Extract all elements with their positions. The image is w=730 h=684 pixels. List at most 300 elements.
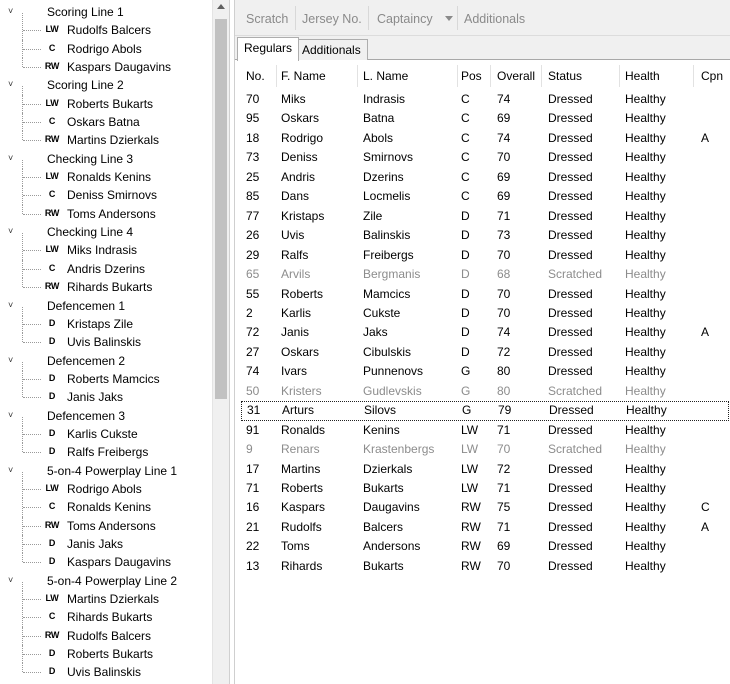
cell-status: Dressed	[548, 305, 593, 320]
cell-health: Healthy	[625, 442, 666, 457]
table-row[interactable]	[241, 304, 729, 323]
cell-fname: Miks	[281, 92, 306, 106]
tree-item[interactable]	[0, 315, 212, 333]
cell-overall: 71	[497, 481, 511, 495]
cell-status: Dressed	[548, 150, 593, 165]
cell-overall: 80	[497, 364, 511, 379]
cell-pos: LW	[461, 442, 479, 457]
cell-health: Healthy	[625, 111, 666, 126]
tree-group[interactable]	[0, 462, 212, 480]
cell-health: Healthy	[625, 422, 666, 437]
position-tag: C	[48, 42, 56, 53]
cell-no: 91	[246, 422, 260, 437]
cell-pos: C	[461, 130, 470, 145]
cell-health: Healthy	[625, 169, 666, 184]
cell-no: 16	[246, 500, 260, 515]
cell-no: 27	[246, 344, 260, 359]
position-tag: LW	[45, 171, 59, 182]
column-divider[interactable]	[276, 65, 277, 87]
cell-status: Dressed	[548, 130, 593, 145]
tree-item[interactable]	[0, 517, 212, 535]
table-row[interactable]	[241, 498, 729, 517]
player-name[interactable]: Kaspars Daugavins	[67, 555, 172, 570]
cell-lname: Batna	[363, 111, 395, 126]
tree-item[interactable]	[0, 260, 212, 278]
cell-overall: 70	[497, 558, 511, 573]
cell-fname: Arturs	[282, 403, 315, 418]
tree-connector	[23, 49, 41, 50]
player-name[interactable]: Uvis Balinskis	[67, 335, 142, 350]
tree-group[interactable]	[0, 3, 212, 21]
cell-no: 17	[246, 461, 260, 476]
position-tag: LW	[45, 482, 59, 493]
cell-no: 29	[246, 247, 260, 262]
captaincy-dropdown[interactable]: Captaincy	[377, 12, 433, 26]
cell-pos: D	[461, 344, 470, 359]
tree-group-label[interactable]: Defencemen 1	[47, 298, 126, 313]
tree-group[interactable]	[0, 223, 212, 241]
table-row[interactable]	[241, 401, 729, 420]
cell-fname: Deniss	[281, 150, 318, 165]
position-tag: RW	[44, 207, 60, 218]
cell-lname: Punnenovs	[363, 364, 424, 379]
position-tag: C	[48, 501, 56, 512]
cell-status: Dressed	[548, 364, 593, 379]
cell-lname: Smirnovs	[363, 150, 414, 165]
cell-pos: G	[462, 403, 472, 418]
tree-connector	[23, 654, 41, 655]
tree-item[interactable]	[0, 186, 212, 204]
table-row[interactable]	[241, 207, 729, 226]
cell-overall: 69	[497, 539, 511, 554]
tree-item[interactable]	[0, 278, 212, 296]
cell-status: Dressed	[548, 461, 593, 476]
tree-item[interactable]	[0, 131, 212, 149]
cell-status: Scratched	[548, 383, 603, 398]
column-divider[interactable]	[457, 65, 458, 87]
tree-connector	[23, 67, 41, 68]
player-name[interactable]: Toms Andersons	[67, 206, 156, 221]
tree-group[interactable]	[0, 297, 212, 315]
tree-item[interactable]	[0, 535, 212, 553]
tree-item[interactable]	[0, 645, 212, 663]
column-header-health[interactable]: Health	[625, 69, 660, 83]
tree-connector	[23, 104, 41, 105]
tree-item[interactable]	[0, 425, 212, 443]
cell-lname: Cukste	[363, 305, 401, 320]
cell-pos: D	[461, 305, 470, 320]
toolbar-divider	[368, 6, 369, 30]
column-divider[interactable]	[357, 65, 358, 87]
table-row[interactable]	[241, 90, 729, 109]
position-tag: RW	[44, 281, 60, 292]
table-row[interactable]	[241, 460, 729, 479]
player-name[interactable]: Miks Indrasis	[67, 243, 138, 258]
cell-health: Healthy	[625, 267, 666, 282]
table-row[interactable]	[241, 226, 729, 245]
column-header-lname[interactable]: L. Name	[363, 69, 409, 83]
tree-item[interactable]	[0, 40, 212, 58]
cell-overall: 71	[497, 208, 511, 223]
tree-group-label[interactable]: Checking Line 3	[47, 151, 134, 166]
cell-status: Dressed	[548, 519, 593, 534]
cell-pos: D	[461, 247, 470, 262]
cell-fname: Ivars	[281, 364, 308, 379]
cell-no: 26	[246, 228, 260, 243]
cell-fname: Roberts	[281, 286, 324, 301]
position-tag: C	[48, 262, 56, 273]
cell-fname: Rodrigo	[281, 130, 324, 145]
tree-item[interactable]	[0, 168, 212, 186]
player-name[interactable]: Janis Jaks	[67, 390, 124, 405]
table-row[interactable]	[241, 285, 729, 304]
tree-group-label[interactable]: 5-on-4 Powerplay Line 1	[47, 463, 178, 478]
chevron-down-icon[interactable]: ˅	[8, 354, 14, 365]
tree-group-label[interactable]: Scoring Line 2	[47, 78, 124, 93]
player-name[interactable]: Rodrigo Abols	[67, 481, 142, 496]
player-name[interactable]: Martins Dzierkals	[67, 133, 160, 148]
table-row[interactable]	[241, 148, 729, 167]
cell-lname: Gudlevskis	[363, 383, 422, 398]
tree-connector	[22, 388, 23, 397]
cell-fname: Oskars	[281, 344, 320, 359]
tree-item[interactable]	[0, 590, 212, 608]
cell-lname: Indrasis	[363, 92, 406, 106]
cell-lname: Bergmanis	[363, 267, 421, 282]
tree-scrollbar[interactable]	[212, 0, 229, 684]
tree-connector	[23, 507, 41, 508]
additionals-button[interactable]: Additionals	[464, 12, 526, 26]
position-tag: D	[48, 317, 56, 328]
column-divider[interactable]	[619, 65, 620, 87]
cell-status: Scratched	[548, 267, 603, 282]
tree-group[interactable]	[0, 352, 212, 370]
tree-item[interactable]	[0, 627, 212, 645]
column-header-no[interactable]: No.	[246, 69, 265, 83]
tree-group-label[interactable]: Defencemen 2	[47, 353, 126, 368]
table-row[interactable]	[241, 557, 729, 576]
player-name[interactable]: Kaspars Daugavins	[67, 60, 172, 75]
cell-no: 85	[246, 189, 260, 204]
cell-health: Healthy	[626, 403, 667, 418]
cell-health: Healthy	[625, 130, 666, 145]
tree-item[interactable]	[0, 480, 212, 498]
tree-item[interactable]	[0, 388, 212, 406]
cell-lname: Balcers	[363, 519, 404, 534]
cell-no: 55	[246, 286, 260, 301]
cell-overall: 72	[497, 344, 511, 359]
toolbar-divider	[457, 6, 458, 30]
chevron-down-icon[interactable]	[445, 16, 453, 21]
tree-connector	[23, 177, 41, 178]
player-name[interactable]: Janis Jaks	[67, 536, 124, 551]
tree-item[interactable]	[0, 333, 212, 351]
chevron-down-icon[interactable]: ˅	[8, 299, 14, 310]
tree-group[interactable]	[0, 407, 212, 425]
cell-status: Dressed	[548, 92, 593, 106]
cell-overall: 74	[497, 92, 511, 106]
player-name[interactable]: Kristaps Zile	[67, 316, 134, 331]
player-name[interactable]: Andris Dzerins	[67, 261, 146, 276]
scroll-up-icon[interactable]	[217, 4, 225, 9]
cell-overall: 70	[497, 442, 511, 457]
table-row[interactable]	[241, 109, 729, 128]
player-name[interactable]: Rihards Bukarts	[67, 610, 153, 625]
tree-connector	[23, 599, 41, 600]
cell-pos: LW	[461, 461, 479, 476]
scratch-button[interactable]: Scratch	[246, 12, 289, 26]
table-row[interactable]	[241, 537, 729, 556]
table-row[interactable]	[241, 421, 729, 440]
chevron-down-icon[interactable]: ˅	[8, 226, 14, 237]
toolbar-divider	[295, 6, 296, 30]
table-row[interactable]	[241, 129, 729, 148]
cell-overall: 73	[497, 228, 511, 243]
cell-status: Dressed	[548, 286, 593, 301]
cell-fname: Uvis	[281, 228, 305, 243]
cell-health: Healthy	[625, 519, 666, 534]
cell-health: Healthy	[625, 383, 666, 398]
tree-connector	[22, 333, 23, 342]
tab-regulars[interactable]: Regulars	[237, 37, 299, 61]
cell-lname: Dzerins	[363, 169, 404, 184]
cell-no: 65	[246, 267, 260, 282]
tree-group[interactable]	[0, 76, 212, 94]
cell-fname: Dans	[281, 189, 310, 204]
player-name[interactable]: Rudolfs Balcers	[67, 23, 152, 38]
player-name[interactable]: Rudolfs Balcers	[67, 628, 152, 643]
column-header-overall[interactable]: Overall	[497, 69, 536, 83]
player-name[interactable]: Rihards Bukarts	[67, 280, 153, 295]
cell-health: Healthy	[625, 364, 666, 379]
player-name[interactable]: Rodrigo Abols	[67, 41, 142, 56]
column-divider[interactable]	[541, 65, 542, 87]
chevron-down-icon[interactable]: ˅	[8, 409, 14, 420]
cell-lname: Cibulskis	[363, 344, 412, 359]
cell-health: Healthy	[625, 481, 666, 495]
cell-pos: D	[461, 267, 470, 282]
position-tag: RW	[44, 519, 60, 530]
cell-status: Dressed	[548, 169, 593, 184]
cell-pos: D	[461, 228, 470, 243]
player-name[interactable]: Roberts Mamcics	[67, 371, 160, 386]
cell-pos: G	[461, 364, 471, 379]
cell-pos: RW	[461, 519, 481, 534]
column-divider[interactable]	[490, 65, 491, 87]
table-row[interactable]	[241, 382, 729, 401]
cell-overall: 80	[497, 383, 511, 398]
column-header-fname[interactable]: F. Name	[281, 69, 326, 83]
tree-connector	[23, 30, 41, 31]
cell-status: Scratched	[548, 442, 603, 457]
cell-fname: Ralfs	[281, 247, 309, 262]
cell-pos: LW	[461, 422, 479, 437]
player-name[interactable]: Uvis Balinskis	[67, 665, 142, 680]
cell-overall: 79	[498, 403, 512, 418]
tree-item[interactable]	[0, 608, 212, 626]
cell-status: Dressed	[549, 403, 594, 418]
cell-cpn: A	[701, 130, 710, 145]
cell-lname: Zile	[363, 208, 383, 223]
cell-cpn: A	[701, 519, 710, 534]
cell-overall: 74	[497, 130, 511, 145]
player-name[interactable]: Ronalds Kenins	[67, 170, 152, 185]
tree-connector	[23, 397, 41, 398]
player-name[interactable]: Toms Andersons	[67, 518, 156, 533]
tree-group[interactable]	[0, 572, 212, 590]
cell-no: 2	[246, 305, 253, 320]
table-row[interactable]	[241, 440, 729, 459]
tree-item[interactable]	[0, 498, 212, 516]
player-name[interactable]: Ronalds Kenins	[67, 500, 152, 515]
cell-health: Healthy	[625, 500, 666, 515]
player-name[interactable]: Roberts Bukarts	[67, 96, 154, 111]
table-row[interactable]	[241, 323, 729, 342]
cell-status: Dressed	[548, 208, 593, 223]
column-header-cpn[interactable]: Cpn	[701, 69, 724, 83]
tree-group-label[interactable]: 5-on-4 Powerplay Line 2	[47, 573, 178, 588]
position-tag: D	[48, 336, 56, 347]
table-row[interactable]	[241, 246, 729, 265]
tree-item[interactable]	[0, 113, 212, 131]
table-row[interactable]	[241, 187, 729, 206]
cell-status: Dressed	[548, 558, 593, 573]
tree-connector	[23, 195, 41, 196]
tree-group-label[interactable]: Scoring Line 1	[47, 5, 124, 19]
tree-connector	[22, 663, 23, 672]
tree-item[interactable]	[0, 21, 212, 39]
cell-health: Healthy	[625, 228, 666, 243]
cell-cpn: C	[701, 500, 710, 515]
cell-lname: Abols	[363, 130, 394, 145]
tree-connector	[23, 324, 41, 325]
grid-header	[241, 65, 729, 87]
cell-status: Dressed	[548, 422, 593, 437]
column-divider[interactable]	[693, 65, 694, 87]
tree-item[interactable]	[0, 95, 212, 113]
position-tag: RW	[44, 629, 60, 640]
tree-item[interactable]	[0, 663, 212, 681]
jersey-no-button[interactable]: Jersey No.	[302, 12, 362, 26]
tree-connector	[22, 58, 23, 67]
player-name[interactable]: Ralfs Freibergs	[67, 445, 149, 460]
cell-health: Healthy	[625, 461, 666, 476]
tree-group-label[interactable]: Checking Line 4	[47, 225, 134, 240]
cell-overall: 68	[497, 267, 511, 282]
scrollbar-thumb[interactable]	[215, 19, 227, 399]
tree-item[interactable]	[0, 58, 212, 76]
cell-lname: Mamcics	[363, 286, 411, 301]
chevron-down-icon[interactable]: ˅	[8, 152, 14, 163]
tree-item[interactable]	[0, 205, 212, 223]
roster-panel	[234, 0, 730, 684]
chevron-down-icon[interactable]: ˅	[8, 79, 14, 90]
position-tag: C	[48, 189, 56, 200]
column-header-status[interactable]: Status	[548, 69, 583, 83]
player-name[interactable]: Roberts Bukarts	[67, 647, 154, 662]
cell-lname: Krastenbergs	[363, 442, 435, 457]
cell-lname: Kenins	[363, 422, 400, 437]
tree-connector	[23, 672, 41, 673]
lines-tree[interactable]	[0, 0, 230, 684]
cell-health: Healthy	[625, 325, 666, 340]
player-name[interactable]: Karlis Cukste	[67, 426, 138, 441]
cell-pos: C	[461, 169, 470, 184]
cell-health: Healthy	[625, 92, 666, 106]
tab-additionals[interactable]: Additionals	[295, 39, 368, 60]
cell-status: Dressed	[548, 344, 593, 359]
cell-overall: 69	[497, 189, 511, 204]
chevron-down-icon[interactable]: ˅	[8, 464, 14, 475]
tree-item[interactable]	[0, 553, 212, 571]
cell-overall: 71	[497, 422, 511, 437]
chevron-down-icon[interactable]: ˅	[8, 6, 14, 16]
tree-item[interactable]	[0, 370, 212, 388]
table-row[interactable]	[241, 343, 729, 362]
cell-pos: RW	[461, 500, 481, 515]
position-tag: LW	[45, 244, 59, 255]
cell-no: 13	[246, 558, 260, 573]
tree-connector	[22, 553, 23, 562]
tree-connector	[23, 434, 41, 435]
position-tag: D	[48, 537, 56, 548]
tree-connector	[23, 526, 41, 527]
table-row[interactable]	[241, 518, 729, 537]
cell-pos: D	[461, 325, 470, 340]
cell-pos: RW	[461, 558, 481, 573]
cell-lname: Andersons	[363, 539, 421, 554]
cell-fname: Renars	[281, 442, 320, 457]
tree-connector	[23, 562, 41, 563]
tree-group[interactable]	[0, 150, 212, 168]
cell-lname: Dzierkals	[363, 461, 413, 476]
table-row[interactable]	[241, 265, 729, 284]
chevron-down-icon[interactable]: ˅	[8, 574, 14, 585]
player-name[interactable]: Martins Dzierkals	[67, 592, 160, 606]
position-tag: D	[48, 446, 56, 457]
cell-pos: C	[461, 111, 470, 126]
tree-item[interactable]	[0, 443, 212, 461]
cell-no: 72	[246, 325, 260, 340]
cell-health: Healthy	[625, 539, 666, 554]
cell-no: 74	[246, 364, 260, 379]
table-row[interactable]	[241, 168, 729, 187]
position-tag: D	[48, 427, 56, 438]
tree-group-label[interactable]: Defencemen 3	[47, 408, 126, 423]
cell-pos: D	[461, 208, 470, 223]
cell-health: Healthy	[625, 344, 666, 359]
cell-pos: D	[461, 286, 470, 301]
tree-connector	[23, 214, 41, 215]
tree-item[interactable]	[0, 241, 212, 259]
position-tag: C	[48, 611, 56, 622]
table-row[interactable]	[241, 362, 729, 381]
toolbar	[235, 0, 730, 36]
roster-grid	[241, 65, 729, 684]
cell-fname: Martins	[281, 461, 321, 476]
cell-fname: Arvils	[281, 267, 311, 282]
tree-connector	[23, 452, 41, 453]
cell-fname: Rihards	[281, 558, 323, 573]
player-name[interactable]: Oskars Batna	[67, 115, 140, 130]
table-row[interactable]	[241, 479, 729, 498]
column-header-pos[interactable]: Pos	[461, 69, 482, 83]
tree-connector	[23, 122, 41, 123]
cell-status: Dressed	[548, 325, 593, 340]
player-name[interactable]: Deniss Smirnovs	[67, 188, 158, 203]
cell-no: 70	[246, 92, 260, 106]
tree-connector	[23, 489, 41, 490]
